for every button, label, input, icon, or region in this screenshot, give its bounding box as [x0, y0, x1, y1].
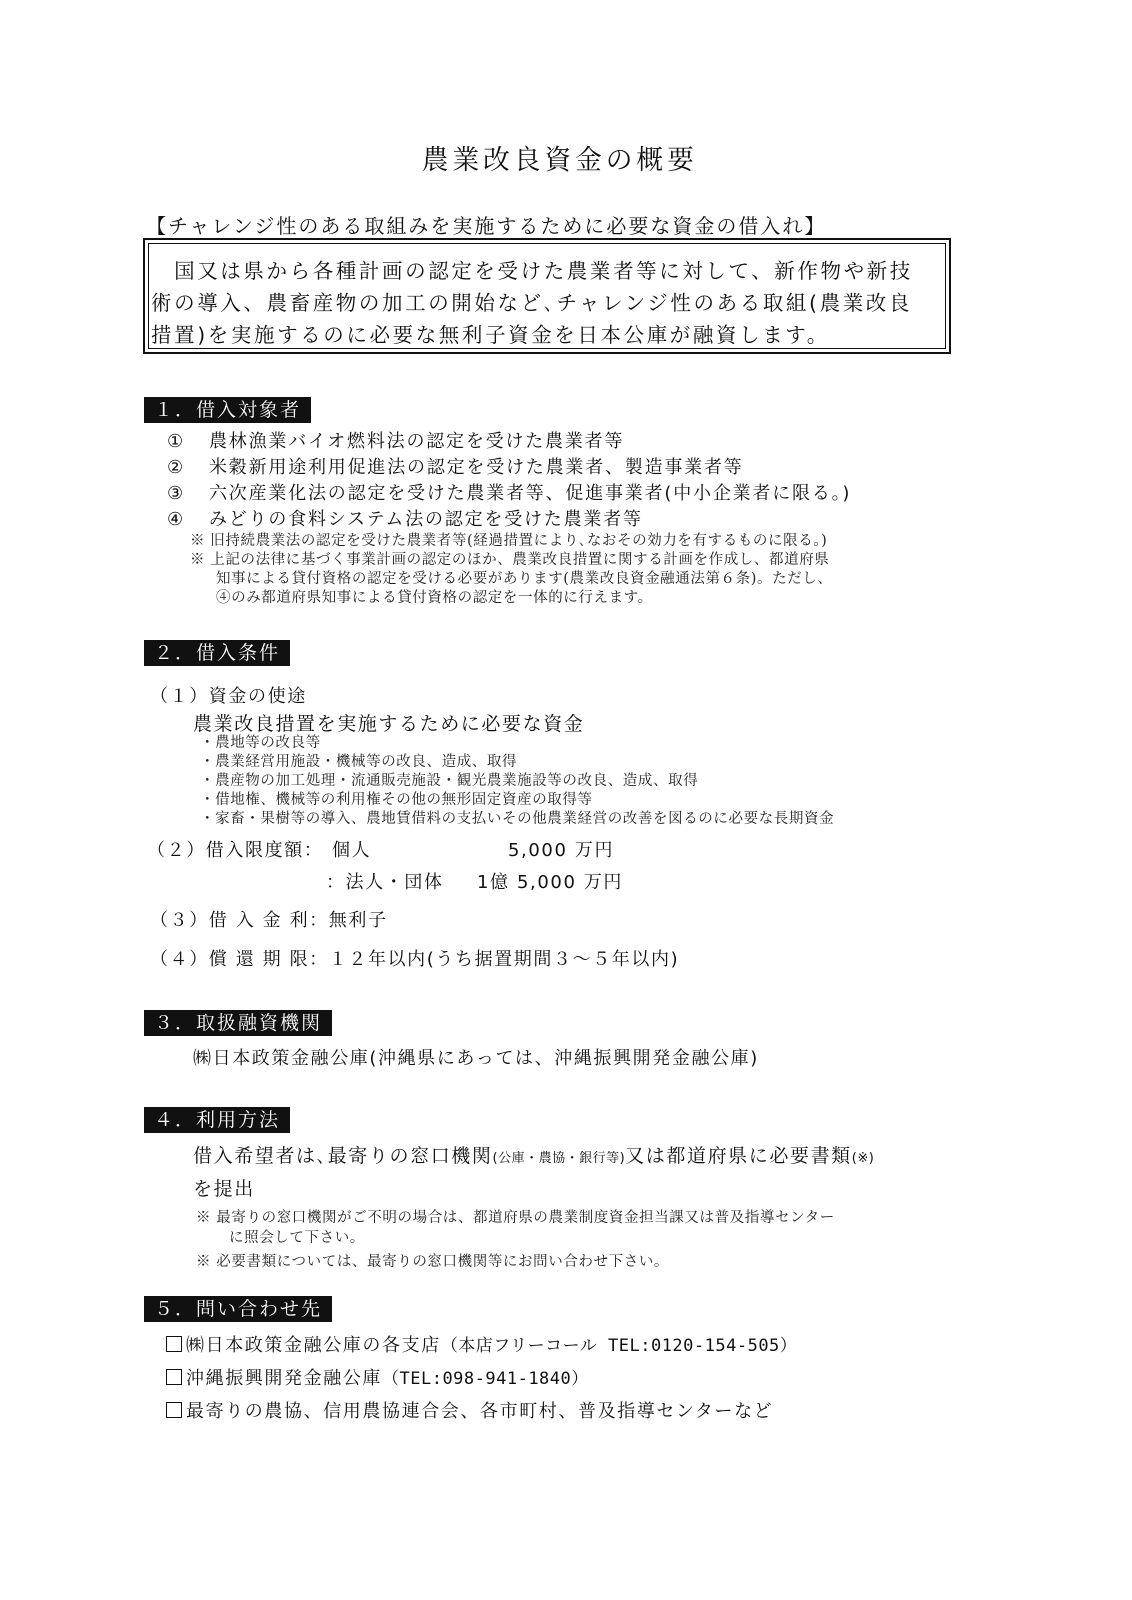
contact-name: ㈱日本政策金融公庫の各支店 — [186, 1335, 441, 1356]
item-text: 米穀新用途利用促進法の認定を受けた農業者、製造事業者等 — [209, 457, 744, 478]
contact-name: 沖縄振興開発金融公庫 — [186, 1368, 382, 1389]
item-number: ③ — [167, 483, 185, 504]
limit-label: （２）借入限度額： — [147, 840, 324, 861]
section-heading-3: ３．取扱融資機関 — [144, 1010, 332, 1036]
intro-line: 国又は県から各種計画の認定を受けた農業者等に対して、新作物や新技 — [151, 259, 913, 283]
use-main: 農業改良措置を実施するために必要な資金 — [193, 713, 585, 735]
repayment-term: （４）償 還 期 限：１２年以内(うち据置期間３～５年以内) — [150, 949, 680, 970]
item-number: ② — [167, 457, 185, 478]
note: に照会して下さい。 — [229, 1230, 365, 1246]
contact-item — [166, 1364, 589, 1390]
item-number: ④ — [167, 509, 185, 530]
note: ※ 最寄りの窓口機関がご不明の場合は、都道府県の農業制度資金担当課又は普及指導センター — [196, 1210, 835, 1226]
checkbox-icon — [166, 1336, 182, 1352]
intro-line: 措置)を実施するのに必要な無利子資金を日本公庫が融資します。 — [151, 323, 830, 347]
item-text: 六次産業化法の認定を受けた農業者等、促進事業者(中小企業者に限る。) — [209, 483, 852, 504]
lending-institution: ㈱日本政策金融公庫(沖縄県にあっては、沖縄振興開発金融公庫) — [193, 1048, 759, 1069]
intro-line: 術の導入、農畜産物の加工の開始など､チャレンジ性のある取組(農業改良 — [151, 291, 913, 315]
use-item: ・借地権、機械等の利用権その他の無形固定資産の取得等 — [200, 792, 593, 808]
note: ※ 必要書類については、最寄りの窓口機関等にお問い合わせ下さい。 — [196, 1254, 670, 1270]
list-item — [167, 479, 851, 505]
section-heading-4: ４．利用方法 — [144, 1107, 290, 1133]
usage-line-2: を提出 — [193, 1178, 255, 1200]
intro-box — [143, 238, 951, 354]
use-label: （１）資金の使途 — [150, 686, 307, 707]
use-item: ・家畜・果樹等の導入、農地賃借料の支払いその他農業経営の改善を図るのに必要な長期資金 — [200, 811, 835, 827]
section-heading-2: ２．借入条件 — [144, 640, 290, 666]
page-title: 農業改良資金の概要 — [421, 145, 698, 176]
item-text: みどりの食料システム法の認定を受けた農業者等 — [209, 509, 643, 530]
contact-detail: （本店フリーコール TEL:0120-154-505） — [440, 1336, 798, 1356]
section-heading-1: １．借入対象者 — [144, 397, 311, 423]
checkbox-icon — [166, 1369, 182, 1385]
section-heading-5: ５．問い合わせ先 — [144, 1296, 332, 1322]
list-item — [167, 453, 744, 479]
usage-text: 又は都道府県に必要書類 — [625, 1145, 852, 1167]
note: 知事による貸付資格の認定を受ける必要があります(農業改良資金融通法第６条)。ただし、 — [216, 571, 833, 587]
item-number: ① — [167, 431, 185, 452]
contact-name: 最寄りの農協、信用農協連合会、各市町村、普及指導センターなど — [186, 1401, 774, 1422]
limit-individual-label: 個人 — [332, 840, 372, 861]
use-item: ・農産物の加工処理・流通販売施設・観光農業施設等の改良、造成、取得 — [200, 773, 699, 789]
list-item — [167, 427, 624, 453]
limit-corp-value: 1億 5,000 万円 — [477, 872, 624, 893]
use-item: ・農地等の改良等 — [200, 735, 321, 751]
usage-mark: (※) — [851, 1151, 875, 1166]
limit-individual-value: 5,000 万円 — [508, 840, 615, 861]
note: ④のみ都道府県知事による貸付資格の認定を一体的に行えます。 — [216, 590, 653, 606]
use-item: ・農業経営用施設・機械等の改良、造成、取得 — [200, 754, 518, 770]
contact-item — [166, 1397, 773, 1423]
contact-detail: （TEL:098-941-1840） — [382, 1369, 589, 1389]
note: ※ 上記の法律に基づく事業計画の認定のほか、農業改良措置に関する計画を作成し、都道府県 — [190, 552, 830, 568]
checkbox-icon — [166, 1402, 182, 1418]
subtitle: 【チャレンジ性のある取組みを実施するために必要な資金の借入れ】 — [146, 214, 827, 238]
usage-line — [193, 1141, 874, 1168]
usage-small: (公庫・農協・銀行等) — [492, 1151, 626, 1166]
list-item — [167, 505, 643, 531]
note: ※ 旧持続農業法の認定を受けた農業者等(経過措置により､なおその効力を有するものに限る。) — [190, 533, 828, 549]
item-text: 農林漁業バイオ燃料法の認定を受けた農業者等 — [209, 431, 625, 452]
contact-item — [166, 1331, 797, 1357]
limit-corp-label: ：法人・団体 — [326, 872, 444, 893]
interest-rate: （３）借 入 金 利：無利子 — [150, 910, 388, 931]
usage-text: 借入希望者は､最寄りの窓口機関 — [193, 1145, 493, 1167]
